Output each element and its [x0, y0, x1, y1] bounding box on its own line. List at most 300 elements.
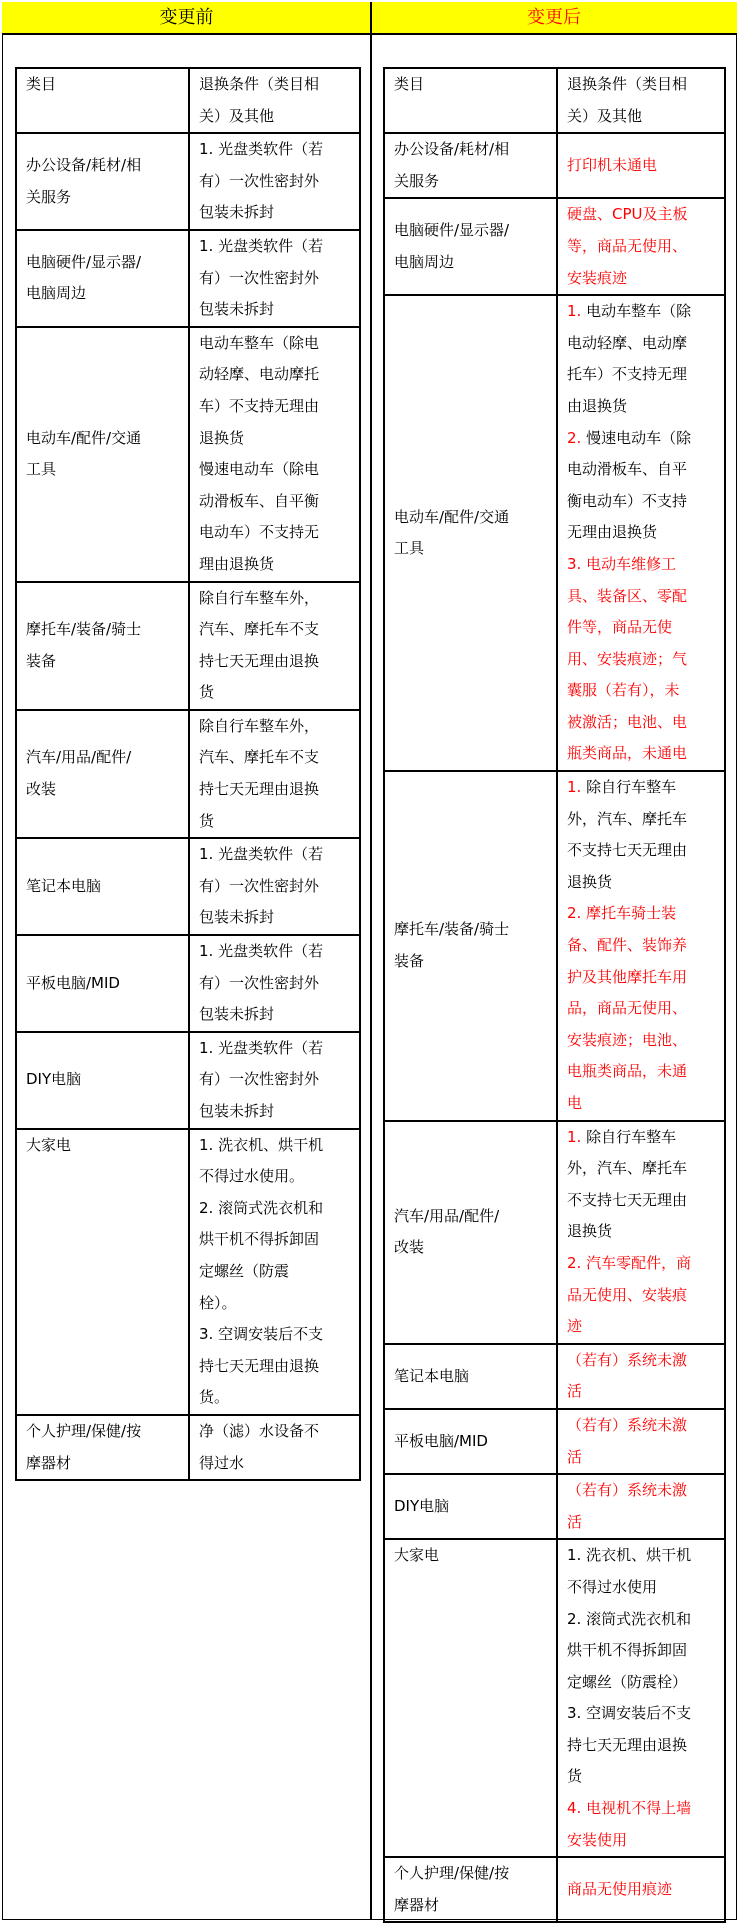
condition-line — [199, 902, 350, 934]
header-text: 关）及其他 — [199, 106, 275, 125]
table-row — [384, 1121, 725, 1344]
condition-line — [199, 1351, 350, 1383]
condition-text: 备、配件、装饰养 — [567, 936, 688, 955]
table-row — [16, 935, 360, 1032]
condition-cell — [557, 1474, 725, 1539]
condition-line — [567, 804, 715, 836]
condition-line — [199, 677, 350, 709]
condition-text: 汽车、摩托车不支 — [199, 620, 320, 639]
condition-text: 持七天无理由退换 — [567, 1735, 688, 1754]
category-text: 装备 — [394, 951, 425, 970]
table-row — [16, 327, 360, 582]
category-text: 关服务 — [394, 171, 440, 190]
category-text: 改装 — [26, 780, 57, 799]
condition-line — [567, 231, 715, 263]
condition-text: 退换货 — [567, 872, 613, 891]
condition-line — [199, 263, 350, 295]
category-cell — [16, 133, 189, 230]
column-divider — [370, 2, 372, 1920]
condition-cell — [189, 582, 360, 710]
condition-cell — [189, 1032, 360, 1129]
condition-line — [567, 199, 715, 231]
category-text: 装备 — [26, 651, 57, 670]
condition-line — [199, 936, 350, 968]
condition-text: 囊服（若有），未 — [567, 681, 680, 700]
category-text: 个人护理/保健/按 — [394, 1864, 510, 1883]
before-table — [15, 67, 361, 1481]
condition-line — [567, 707, 715, 739]
category-cell — [16, 838, 189, 935]
condition-text: 件等，商品无使 — [567, 618, 673, 637]
condition-line — [199, 1064, 350, 1096]
category-text: 摩托车/装备/骑士 — [394, 920, 510, 939]
condition-line — [199, 197, 350, 229]
condition-text: 安装痕迹 — [567, 268, 628, 287]
condition-text: 持七天无理由退换 — [199, 1356, 320, 1375]
category-text: 电脑硬件/显示器/ — [26, 252, 142, 271]
condition-text: 品无使用、安装痕 — [567, 1285, 688, 1304]
condition-text: 2. 摩托车骑士装 — [567, 904, 677, 923]
condition-cell — [557, 1121, 725, 1344]
category-text: 大家电 — [394, 1546, 440, 1565]
condition-text: 不得过水使用 — [567, 1577, 658, 1596]
condition-line — [199, 583, 350, 615]
condition-line — [567, 1216, 715, 1248]
condition-text: （若有）系统未激 — [567, 1350, 688, 1369]
condition-text: （若有）系统未激 — [567, 1415, 688, 1434]
condition-text: 活 — [567, 1382, 583, 1401]
category-text: 平板电脑/MID — [394, 1431, 488, 1450]
table-row — [384, 1474, 725, 1539]
condition-line — [199, 646, 350, 678]
category-cell — [16, 710, 189, 838]
condition-line — [567, 263, 715, 295]
condition-line — [567, 1122, 715, 1154]
condition-text: 烘干机不得拆卸固 — [567, 1641, 688, 1660]
condition-text: 1. 洗衣机、烘干机 — [567, 1546, 692, 1565]
category-text: 电脑硬件/显示器/ — [394, 221, 510, 240]
condition-line — [567, 1311, 715, 1343]
category-text: 电脑周边 — [394, 252, 455, 271]
condition-text: 2. 滚筒式洗衣机和 — [567, 1609, 692, 1628]
condition-text: 用、安装痕迹；气 — [567, 649, 688, 668]
condition-line — [199, 1161, 350, 1193]
condition-line — [567, 1248, 715, 1280]
category-text: 办公设备/耗材/相 — [26, 155, 142, 174]
condition-cell — [189, 133, 360, 230]
condition-line — [567, 1056, 715, 1088]
category-text: 大家电 — [26, 1135, 72, 1154]
condition-line — [199, 391, 350, 423]
condition-line — [567, 1793, 715, 1825]
condition-text: 外，汽车、摩托车 — [567, 809, 688, 828]
condition-line — [567, 898, 715, 930]
condition-text: 持七天无理由退换 — [199, 780, 320, 799]
category-text: 摩器材 — [26, 1453, 72, 1472]
condition-line — [567, 517, 715, 549]
category-cell — [16, 582, 189, 710]
category-text: 关服务 — [26, 187, 72, 206]
table-row — [16, 230, 360, 327]
condition-cell — [557, 295, 725, 771]
condition-number: 1. — [567, 302, 582, 321]
condition-line — [199, 614, 350, 646]
condition-text: 迹 — [567, 1317, 583, 1336]
condition-text: 外，汽车、摩托车 — [567, 1159, 688, 1178]
category-text: 改装 — [394, 1238, 425, 1257]
condition-text: 由退换货 — [567, 396, 628, 415]
condition-line — [567, 549, 715, 581]
condition-line — [567, 1153, 715, 1185]
condition-line — [199, 166, 350, 198]
condition-text: 活 — [567, 1447, 583, 1466]
category-cell — [16, 1032, 189, 1129]
header-category-cell — [384, 68, 557, 133]
condition-line — [199, 1033, 350, 1065]
condition-text: 栓）。 — [199, 1293, 237, 1312]
condition-line — [199, 999, 350, 1031]
category-text: 汽车/用品/配件/ — [394, 1206, 500, 1225]
category-text: 办公设备/耗材/相 — [394, 140, 510, 159]
category-text: 电动车/配件/交通 — [26, 428, 142, 447]
category-text: 电动车/配件/交通 — [394, 507, 510, 526]
condition-line — [199, 839, 350, 871]
condition-line — [199, 711, 350, 743]
condition-line — [567, 772, 715, 804]
condition-text: 净（滤）水设备不 — [199, 1421, 320, 1440]
condition-text: 慢速电动车（除 — [581, 428, 692, 447]
table-header-row — [16, 68, 360, 133]
condition-text: 除自行车整车 — [581, 1127, 677, 1146]
condition-line — [199, 486, 350, 518]
condition-line — [199, 774, 350, 806]
condition-text: 硬盘、CPU及主板 — [567, 205, 688, 224]
header-text: 退换条件（类目相 — [567, 75, 688, 93]
condition-line — [199, 871, 350, 903]
condition-text: 打印机未通电 — [567, 155, 658, 174]
category-cell — [384, 1409, 557, 1474]
condition-line — [567, 675, 715, 707]
condition-text: 除自行车整车外， — [199, 588, 320, 607]
condition-cell — [189, 838, 360, 935]
condition-line — [567, 454, 715, 486]
condition-text: 烘干机不得拆卸固 — [199, 1230, 320, 1249]
condition-line — [567, 1540, 715, 1572]
condition-line — [567, 1698, 715, 1730]
condition-line — [567, 1345, 715, 1377]
condition-line — [567, 930, 715, 962]
table-row — [384, 771, 725, 1121]
condition-text: 包装未拆封 — [199, 1005, 275, 1024]
condition-line — [567, 1025, 715, 1057]
condition-cell — [557, 133, 725, 198]
category-cell — [384, 1474, 557, 1539]
condition-line — [199, 968, 350, 1000]
condition-text: 包装未拆封 — [199, 203, 275, 222]
condition-line — [199, 1130, 350, 1162]
condition-line — [567, 1376, 715, 1408]
condition-cell — [557, 771, 725, 1121]
condition-line — [567, 962, 715, 994]
condition-number: 1. — [567, 778, 582, 797]
category-text: 摩托车/装备/骑士 — [26, 620, 142, 639]
condition-cell — [557, 1344, 725, 1409]
category-cell — [384, 133, 557, 198]
condition-text: 汽车、摩托车不支 — [199, 748, 320, 767]
condition-cell — [557, 1857, 725, 1922]
table-row — [384, 1539, 725, 1857]
condition-line — [199, 454, 350, 486]
category-cell — [384, 295, 557, 771]
condition-text: 有）一次性密封外 — [199, 268, 320, 287]
condition-text: 被激活；电池、电 — [567, 712, 688, 731]
condition-text: 托车）不支持无理 — [567, 365, 688, 384]
table-row — [16, 1032, 360, 1129]
condition-line — [199, 231, 350, 263]
condition-text: 慢速电动车（除电 — [199, 460, 320, 479]
condition-cell — [557, 1409, 725, 1474]
category-text: DIY电脑 — [26, 1070, 82, 1089]
condition-line — [567, 835, 715, 867]
category-cell — [16, 935, 189, 1032]
category-text: 汽车/用品/配件/ — [26, 748, 132, 767]
condition-text: 4. 电视机不得上墙 — [567, 1799, 692, 1818]
condition-line — [199, 1448, 350, 1480]
condition-text: 退换货 — [567, 1222, 613, 1241]
condition-line — [567, 423, 715, 455]
condition-text: 车）不支持无理由 — [199, 396, 320, 415]
condition-line — [567, 359, 715, 391]
condition-text: 护及其他摩托车用 — [567, 967, 688, 986]
table-header-row — [384, 68, 725, 133]
table-row — [16, 1415, 360, 1480]
condition-text: 电动滑板车、自平 — [567, 460, 688, 479]
category-cell — [384, 198, 557, 295]
condition-line — [567, 296, 715, 328]
header-text: 退换条件（类目相 — [199, 75, 320, 93]
condition-text: 包装未拆封 — [199, 908, 275, 927]
condition-line — [567, 581, 715, 613]
condition-text: 2. 汽车零配件，商 — [567, 1253, 692, 1272]
category-cell — [384, 1857, 557, 1922]
condition-text: 不得过水使用。 — [199, 1167, 305, 1186]
category-text: DIY电脑 — [394, 1496, 450, 1515]
category-cell — [384, 1121, 557, 1344]
condition-line — [567, 1874, 715, 1906]
condition-line — [567, 1410, 715, 1442]
condition-line — [567, 486, 715, 518]
condition-cell — [189, 1129, 360, 1415]
condition-cell — [189, 1415, 360, 1480]
condition-line — [567, 1825, 715, 1857]
condition-text: 安装痕迹；电池、 — [567, 1030, 688, 1049]
condition-text: 定螺丝（防震栓） — [567, 1672, 688, 1691]
condition-line — [199, 1382, 350, 1414]
condition-line — [567, 644, 715, 676]
condition-text: 3. 空调安装后不支 — [199, 1325, 324, 1344]
condition-text: 货 — [199, 811, 215, 830]
table-row — [16, 133, 360, 230]
condition-text: 不支持七天无理由 — [567, 841, 688, 860]
condition-text: 安装使用 — [567, 1830, 628, 1849]
condition-text: 无理由退换货 — [567, 523, 658, 542]
condition-line — [567, 1604, 715, 1636]
condition-text: 电动车整车（除 — [581, 302, 692, 321]
header-after: 变更后 — [371, 2, 737, 35]
condition-text: 等，商品无使用、 — [567, 236, 688, 255]
condition-line — [199, 1193, 350, 1225]
condition-line — [567, 1507, 715, 1539]
header-before: 变更前 — [2, 2, 371, 35]
condition-line — [199, 1096, 350, 1128]
condition-cell — [189, 230, 360, 327]
category-cell — [16, 230, 189, 327]
condition-line — [567, 1280, 715, 1312]
table-row — [16, 582, 360, 710]
condition-text: 1. 光盘类软件（若 — [199, 236, 324, 255]
condition-line — [199, 1288, 350, 1320]
header-text: 类目 — [26, 75, 57, 93]
condition-line — [567, 391, 715, 423]
condition-line — [199, 517, 350, 549]
condition-line — [567, 1761, 715, 1793]
condition-text: 电 — [567, 1094, 583, 1112]
condition-text: 电动车整车（除电 — [199, 333, 320, 352]
condition-line — [199, 1256, 350, 1288]
condition-cell — [189, 327, 360, 582]
category-cell — [16, 327, 189, 582]
condition-cell — [189, 935, 360, 1032]
header-text: 关）及其他 — [567, 106, 643, 125]
category-cell — [384, 1344, 557, 1409]
condition-line — [567, 993, 715, 1025]
condition-text: 有）一次性密封外 — [199, 876, 320, 895]
condition-text: 衡电动车）不支持 — [567, 491, 688, 510]
condition-text: 1. 洗衣机、烘干机 — [199, 1135, 324, 1154]
category-cell — [384, 1539, 557, 1857]
condition-text: 货。 — [199, 1388, 230, 1407]
category-text: 工具 — [26, 460, 57, 479]
condition-text: 不支持七天无理由 — [567, 1190, 688, 1209]
condition-text: 有）一次性密封外 — [199, 171, 320, 190]
condition-text: 包装未拆封 — [199, 1102, 275, 1120]
condition-text: 有）一次性密封外 — [199, 973, 320, 992]
condition-text: 1. 光盘类软件（若 — [199, 1038, 324, 1057]
category-cell — [16, 1415, 189, 1480]
condition-text: 除自行车整车 — [581, 778, 677, 797]
condition-text: 电动车）不支持无 — [199, 523, 320, 542]
condition-line — [567, 328, 715, 360]
condition-text: 3. 电动车维修工 — [567, 554, 677, 573]
category-text: 个人护理/保健/按 — [26, 1421, 142, 1440]
category-text: 电脑周边 — [26, 284, 87, 303]
condition-text: 动轻摩、电动摩托 — [199, 365, 320, 384]
category-cell — [16, 1129, 189, 1415]
condition-line — [567, 150, 715, 182]
condition-text: 2. 滚筒式洗衣机和 — [199, 1198, 324, 1217]
table-row — [16, 838, 360, 935]
condition-cell — [557, 1539, 725, 1857]
condition-text: 除自行车整车外， — [199, 716, 320, 735]
condition-text: 商品无使用痕迹 — [567, 1880, 673, 1899]
condition-line — [199, 134, 350, 166]
category-text: 笔记本电脑 — [394, 1366, 470, 1385]
condition-line — [199, 742, 350, 774]
condition-text: （若有）系统未激 — [567, 1481, 688, 1500]
condition-line — [199, 549, 350, 581]
condition-number: 2. — [567, 428, 582, 447]
condition-line — [199, 328, 350, 360]
header-condition-cell — [557, 68, 725, 133]
condition-line — [199, 294, 350, 326]
condition-line — [567, 1442, 715, 1474]
condition-text: 1. 光盘类软件（若 — [199, 845, 324, 864]
condition-line — [199, 423, 350, 455]
condition-text: 得过水 — [199, 1453, 245, 1472]
condition-text: 电瓶类商品，未通 — [567, 1062, 688, 1081]
condition-text: 理由退换货 — [199, 554, 275, 573]
condition-line — [199, 806, 350, 838]
condition-text: 有）一次性密封外 — [199, 1070, 320, 1089]
table-row — [384, 1344, 725, 1409]
condition-line — [199, 359, 350, 391]
condition-number: 1. — [567, 1127, 582, 1146]
header-text: 类目 — [394, 75, 425, 93]
condition-text: 具、装备区、零配 — [567, 586, 688, 605]
condition-text: 包装未拆封 — [199, 300, 275, 319]
condition-text: 动滑板车、自平衡 — [199, 491, 320, 510]
condition-line — [567, 1572, 715, 1604]
category-cell — [384, 771, 557, 1121]
table-row — [16, 710, 360, 838]
category-text: 摩器材 — [394, 1895, 440, 1914]
after-table — [383, 67, 726, 1923]
condition-text: 持七天无理由退换 — [199, 651, 320, 670]
condition-text: 货 — [199, 683, 215, 702]
condition-line — [567, 1088, 715, 1120]
table-row — [16, 1129, 360, 1415]
table-row — [384, 133, 725, 198]
condition-line — [567, 1635, 715, 1667]
condition-text: 1. 光盘类软件（若 — [199, 942, 324, 961]
condition-line — [567, 1667, 715, 1699]
condition-line — [567, 1730, 715, 1762]
header-category-cell — [16, 68, 189, 133]
condition-line — [567, 738, 715, 770]
condition-text: 品，商品无使用、 — [567, 999, 688, 1018]
condition-text: 瓶类商品，未通电 — [567, 744, 688, 763]
condition-text: 3. 空调安装后不支 — [567, 1704, 692, 1723]
condition-line — [567, 867, 715, 899]
header-condition-cell — [189, 68, 360, 133]
condition-text: 定螺丝（防震 — [199, 1261, 290, 1280]
category-text: 平板电脑/MID — [26, 973, 120, 992]
condition-line — [567, 1185, 715, 1217]
condition-text: 退换货 — [199, 428, 245, 447]
condition-line — [199, 1416, 350, 1448]
table-row — [384, 1857, 725, 1922]
category-text: 笔记本电脑 — [26, 876, 102, 895]
condition-text: 活 — [567, 1512, 583, 1531]
condition-cell — [557, 198, 725, 295]
table-row — [384, 1409, 725, 1474]
condition-line — [199, 1224, 350, 1256]
condition-text: 电动轻摩、电动摩 — [567, 333, 688, 352]
condition-line — [567, 612, 715, 644]
condition-text: 货 — [567, 1767, 583, 1786]
condition-text: 1. 光盘类软件（若 — [199, 140, 324, 159]
condition-line — [567, 1475, 715, 1507]
